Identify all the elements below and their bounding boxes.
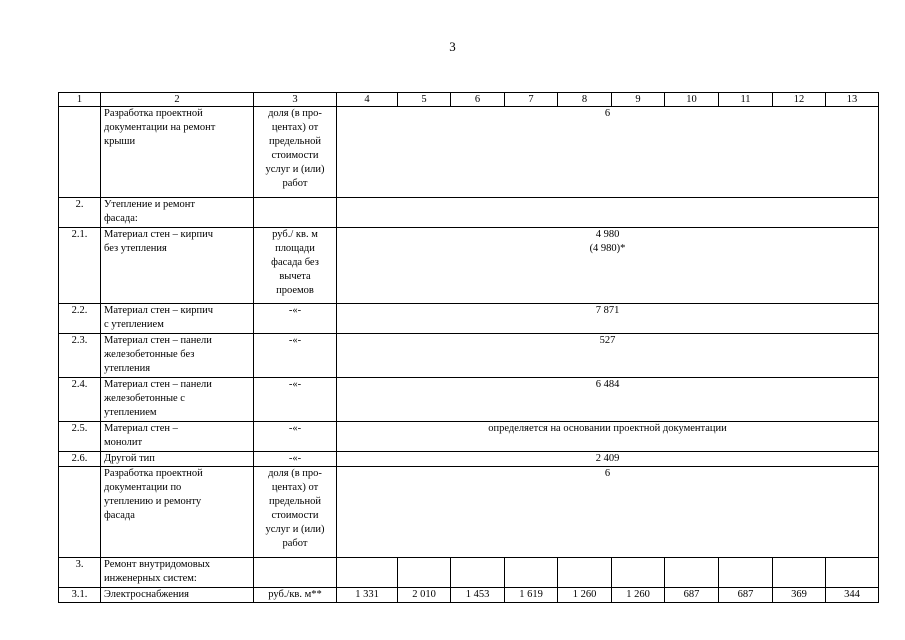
table-row [59, 228, 879, 304]
row-unit: -«- [254, 334, 337, 378]
empty-cell [337, 558, 398, 588]
table-row [59, 198, 879, 228]
table-row [59, 588, 879, 603]
empty-cell [254, 558, 337, 588]
row-name: Разработка проектной документации по утеплению и ремонту фасада [101, 467, 254, 558]
row-value: определяется на основании проектной документации [337, 422, 879, 452]
header-cell: 7 [505, 93, 558, 107]
empty-cell [337, 198, 879, 228]
header-cell: 5 [398, 93, 451, 107]
table-row [59, 107, 879, 198]
empty-cell [773, 558, 826, 588]
row-unit: доля (в про- центах) от предельной стоимости услуг и (или) работ [254, 107, 337, 198]
row-name: Материал стен – панели железобетонные с утеплением [101, 378, 254, 422]
row-number [59, 107, 101, 198]
table-row [59, 452, 879, 467]
empty-cell [558, 558, 612, 588]
row-number: 2.4. [59, 378, 101, 422]
row-number: 2.3. [59, 334, 101, 378]
table-row [59, 378, 879, 422]
empty-cell [826, 558, 879, 588]
value-cell: 1 260 [558, 588, 612, 603]
row-name: Ремонт внутридомовых инженерных систем: [101, 558, 254, 588]
row-value: 7 871 [337, 304, 879, 334]
value-cell: 687 [719, 588, 773, 603]
empty-cell [719, 558, 773, 588]
value-cell: 1 453 [451, 588, 505, 603]
row-name: Материал стен – монолит [101, 422, 254, 452]
row-unit: -«- [254, 452, 337, 467]
row-number: 3.1. [59, 588, 101, 603]
row-name: Другой тип [101, 452, 254, 467]
row-unit: руб./ кв. м площади фасада без вычета проемов [254, 228, 337, 304]
row-value: 6 484 [337, 378, 879, 422]
row-unit: руб./кв. м** [254, 588, 337, 603]
value-cell: 687 [665, 588, 719, 603]
value-cell: 1 260 [612, 588, 665, 603]
row-name: Материал стен – панели железобетонные без утепления [101, 334, 254, 378]
row-unit: -«- [254, 378, 337, 422]
header-cell: 13 [826, 93, 879, 107]
empty-cell [505, 558, 558, 588]
header-cell: 2 [101, 93, 254, 107]
header-cell: 4 [337, 93, 398, 107]
row-number: 2.5. [59, 422, 101, 452]
row-number: 2.1. [59, 228, 101, 304]
header-cell: 11 [719, 93, 773, 107]
table-row [59, 558, 879, 588]
header-row [59, 93, 879, 107]
empty-cell [254, 198, 337, 228]
row-unit: -«- [254, 304, 337, 334]
empty-cell [612, 558, 665, 588]
row-name: Утепление и ремонт фасада: [101, 198, 254, 228]
row-number [59, 467, 101, 558]
value-cell: 369 [773, 588, 826, 603]
value-cell: 1 619 [505, 588, 558, 603]
row-number: 3. [59, 558, 101, 588]
value-cell: 1 331 [337, 588, 398, 603]
empty-cell [665, 558, 719, 588]
row-value: 6 [337, 467, 879, 558]
row-unit: -«- [254, 422, 337, 452]
header-cell: 9 [612, 93, 665, 107]
empty-cell [451, 558, 505, 588]
header-cell: 8 [558, 93, 612, 107]
table-row [59, 334, 879, 378]
row-value: 6 [337, 107, 879, 198]
row-value: 2 409 [337, 452, 879, 467]
empty-cell [398, 558, 451, 588]
row-number: 2.2. [59, 304, 101, 334]
row-number: 2. [59, 198, 101, 228]
row-name: Электроснабжения [101, 588, 254, 603]
rates-table [58, 92, 879, 603]
row-value: 527 [337, 334, 879, 378]
table-row [59, 467, 879, 558]
row-name: Разработка проектной документации на ремонт крыши [101, 107, 254, 198]
table-row [59, 422, 879, 452]
row-unit: доля (в про- центах) от предельной стоимости услуг и (или) работ [254, 467, 337, 558]
header-cell: 3 [254, 93, 337, 107]
row-name: Материал стен – кирпич с утеплением [101, 304, 254, 334]
value-cell: 2 010 [398, 588, 451, 603]
header-cell: 12 [773, 93, 826, 107]
page-number: 3 [449, 39, 456, 54]
header-cell: 1 [59, 93, 101, 107]
table-row [59, 304, 879, 334]
row-number: 2.6. [59, 452, 101, 467]
row-name: Материал стен – кирпич без утепления [101, 228, 254, 304]
header-cell: 10 [665, 93, 719, 107]
value-cell: 344 [826, 588, 879, 603]
header-cell: 6 [451, 93, 505, 107]
row-value: 4 980 (4 980)* [337, 228, 879, 304]
